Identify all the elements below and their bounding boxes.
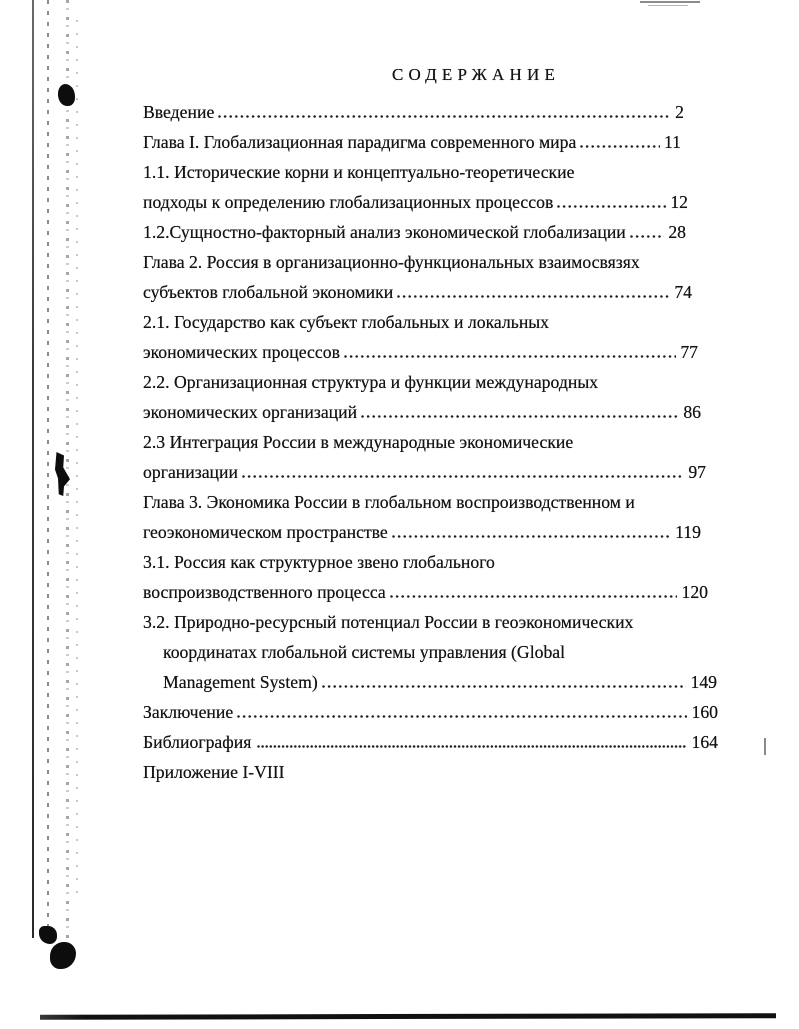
scan-edge-artifact xyxy=(76,20,78,900)
toc-line xyxy=(143,337,698,367)
dot-leader xyxy=(218,115,671,118)
scan-mark xyxy=(648,5,688,6)
toc-line xyxy=(143,127,681,157)
toc-entry-conclusion xyxy=(143,697,743,727)
dot-leader xyxy=(344,355,676,358)
toc-line-text: организации xyxy=(143,462,238,482)
toc-line xyxy=(143,757,743,787)
table-of-contents xyxy=(143,97,743,787)
scan-blot xyxy=(50,942,76,969)
toc-line-text: экономических процессов xyxy=(143,342,340,362)
toc-line-text: Management System) xyxy=(163,672,318,692)
toc-entry-section-2-2 xyxy=(143,367,743,427)
scan-mark xyxy=(640,1,700,3)
dot-leader xyxy=(557,205,666,208)
scan-mark xyxy=(764,738,766,755)
toc-line-text: 2.1. Государство как субъект глобальных и локальных xyxy=(143,312,550,332)
toc-page-number: 74 xyxy=(674,282,692,302)
toc-line-text: 1.2.Сущностно-факторный анализ экономической глобализации xyxy=(143,222,626,242)
dot-leader xyxy=(580,145,660,148)
toc-line xyxy=(143,367,743,397)
toc-line xyxy=(143,187,688,217)
toc-page-number: 119 xyxy=(675,522,701,542)
toc-page-number: 11 xyxy=(663,132,681,152)
toc-line xyxy=(143,487,743,517)
toc-line-text: Приложение I-VIII xyxy=(143,762,285,782)
dot-leader xyxy=(322,685,687,688)
toc-page-number: 2 xyxy=(675,102,684,122)
toc-page-number: 149 xyxy=(690,672,717,692)
toc-line xyxy=(143,397,701,427)
toc-line xyxy=(143,577,708,607)
toc-line-text: 3.2. Природно-ресурсный потенциал России в геоэкономических xyxy=(143,612,634,632)
dot-leader xyxy=(257,745,687,748)
toc-line-text: 3.1. Россия как структурное звено глобального xyxy=(143,552,495,572)
scan-edge-artifact xyxy=(47,0,49,930)
toc-line-text: Глава 2. Россия в организационно-функциональных взаимосвязях xyxy=(143,252,640,272)
dot-leader xyxy=(630,235,665,238)
toc-line-text: Глава I. Глобализационная парадигма современного мира xyxy=(143,132,577,152)
toc-entry-section-1-1 xyxy=(143,157,743,217)
dot-leader xyxy=(361,415,679,418)
toc-line-text: 2.3 Интеграция России в международные экономические xyxy=(143,432,574,452)
toc-entry-introduction xyxy=(143,97,743,127)
toc-entry-chapter-1 xyxy=(143,127,743,157)
toc-page-number: 97 xyxy=(688,462,706,482)
toc-line xyxy=(163,667,717,697)
toc-line xyxy=(143,307,743,337)
toc-entry-section-3-1 xyxy=(143,547,743,607)
dot-leader xyxy=(392,535,671,538)
toc-line xyxy=(143,97,684,127)
toc-line-text: подходы к определению глобализационных процессов xyxy=(143,192,554,212)
toc-line xyxy=(143,547,743,577)
dot-leader xyxy=(397,295,670,298)
toc-line xyxy=(143,697,718,727)
toc-line-text: 2.2. Организационная структура и функции международных xyxy=(143,372,599,392)
toc-line xyxy=(143,277,692,307)
toc-page-number: 164 xyxy=(691,732,718,752)
toc-page-number: 160 xyxy=(691,702,718,722)
toc-page-number: 12 xyxy=(670,192,688,212)
toc-page-number: 120 xyxy=(681,582,708,602)
scan-edge-artifact xyxy=(32,0,34,938)
toc-line-text: координатах глобальной системы управления (Global xyxy=(163,642,566,662)
toc-entry-appendix xyxy=(143,757,743,787)
dot-leader xyxy=(237,715,687,718)
toc-page-number: 86 xyxy=(683,402,701,422)
toc-line xyxy=(143,457,706,487)
page-title: СОДЕРЖАНИЕ xyxy=(391,65,561,84)
toc-page-number: 28 xyxy=(668,222,686,242)
toc-entry-chapter-3 xyxy=(143,487,743,547)
dot-leader xyxy=(242,475,684,478)
toc-line xyxy=(143,427,743,457)
toc-line-text: 1.1. Исторические корни и концептуально-теоретические xyxy=(143,162,575,182)
toc-line xyxy=(143,727,718,757)
toc-line xyxy=(163,637,743,667)
toc-line-text: воспроизводственного процесса xyxy=(143,582,386,602)
toc-entry-section-2-1 xyxy=(143,307,743,367)
scan-blot xyxy=(39,926,57,944)
toc-entry-section-2-3 xyxy=(143,427,743,487)
dot-leader xyxy=(390,595,678,598)
toc-line xyxy=(143,247,743,277)
toc-entry-chapter-2 xyxy=(143,247,743,307)
toc-page-number: 77 xyxy=(680,342,698,362)
toc-line-text: экономических организаций xyxy=(143,402,358,422)
toc-line-text: Заключение xyxy=(143,702,234,722)
toc-line-text: Введение xyxy=(143,102,215,122)
page-bottom-edge xyxy=(40,1013,776,1020)
toc-line xyxy=(143,217,686,247)
toc-line-text: Библиография xyxy=(143,732,252,752)
toc-entry-section-1-2 xyxy=(143,217,743,247)
toc-line xyxy=(143,607,743,637)
toc-line-text: Глава 3. Экономика России в глобальном воспроизводственном и xyxy=(143,492,635,512)
toc-line xyxy=(143,157,743,187)
toc-line xyxy=(143,517,701,547)
toc-line-text: геоэкономическом пространстве xyxy=(143,522,388,542)
toc-line-text: субъектов глобальной экономики xyxy=(143,282,394,302)
toc-entry-section-3-2 xyxy=(143,607,743,697)
toc-entry-bibliography xyxy=(143,727,743,757)
scan-blot xyxy=(58,84,75,106)
